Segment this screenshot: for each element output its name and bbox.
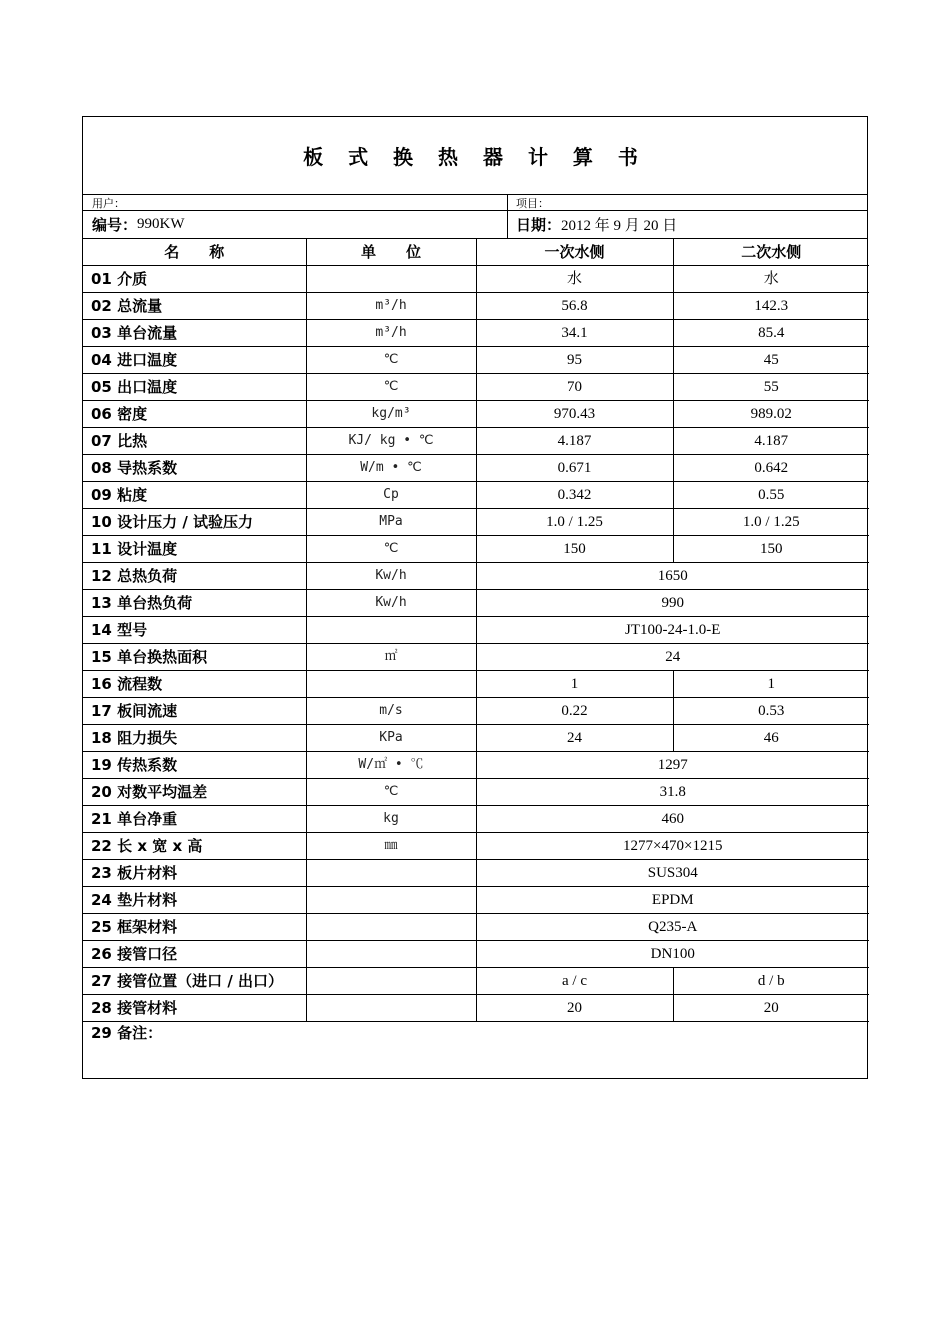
column-header-unit: 单 位	[306, 239, 476, 266]
row-value-primary: 70	[476, 374, 673, 401]
row-unit: ℃	[306, 779, 476, 806]
row-name: 14 型号	[83, 617, 306, 644]
row-name: 27 接管位置（进口 / 出口）	[83, 968, 306, 995]
project-label: 项目：	[516, 196, 549, 210]
row-name: 26 接管口径	[83, 941, 306, 968]
row-name: 15 单台换热面积	[83, 644, 306, 671]
row-value-merged: JT100-24-1.0-E	[476, 617, 869, 644]
table-row	[83, 347, 869, 374]
row-unit: Kw/h	[306, 563, 476, 590]
row-value-secondary: 46	[673, 725, 869, 752]
table-row	[83, 752, 869, 779]
title-box	[83, 117, 867, 195]
row-name: 18 阻力损失	[83, 725, 306, 752]
row-name: 07 比热	[83, 428, 306, 455]
row-value-primary: 970.43	[476, 401, 673, 428]
row-value-merged: 1277×470×1215	[476, 833, 869, 860]
table-row	[83, 455, 869, 482]
row-name: 28 接管材料	[83, 995, 306, 1022]
table-row	[83, 644, 869, 671]
row-unit: W/m • ℃	[306, 455, 476, 482]
row-value-secondary: 150	[673, 536, 869, 563]
row-name: 24 垫片材料	[83, 887, 306, 914]
row-unit	[306, 860, 476, 887]
row-value-secondary: 55	[673, 374, 869, 401]
table-row	[83, 968, 869, 995]
row-value-merged: 990	[476, 590, 869, 617]
row-unit: ㎡	[306, 644, 476, 671]
row-unit: m/s	[306, 698, 476, 725]
row-value-secondary: 20	[673, 995, 869, 1022]
page-title: 板 式 换 热 器 计 算 书	[303, 145, 647, 169]
table-row	[83, 320, 869, 347]
table-row	[83, 509, 869, 536]
row-unit: W/㎡ • ℃	[306, 752, 476, 779]
number-label: 编号：	[92, 216, 138, 234]
row-value-primary: 0.22	[476, 698, 673, 725]
column-header-secondary: 二次水侧	[673, 239, 869, 266]
row-unit: ㎜	[306, 833, 476, 860]
table-row	[83, 671, 869, 698]
row-name: 25 框架材料	[83, 914, 306, 941]
row-value-merged: 31.8	[476, 779, 869, 806]
row-unit: Cp	[306, 482, 476, 509]
row-name: 21 单台净重	[83, 806, 306, 833]
number-value: 990KW	[137, 216, 185, 232]
row-unit: kg/m³	[306, 401, 476, 428]
table-row	[83, 806, 869, 833]
row-name: 17 板间流速	[83, 698, 306, 725]
row-value-primary: 95	[476, 347, 673, 374]
row-unit: MPa	[306, 509, 476, 536]
row-name: 19 传热系数	[83, 752, 306, 779]
row-value-primary: 1.0 / 1.25	[476, 509, 673, 536]
row-name: 04 进口温度	[83, 347, 306, 374]
row-name: 22 长 x 宽 x 高	[83, 833, 306, 860]
table-row	[83, 995, 869, 1022]
table-row	[83, 293, 869, 320]
row-unit: m³/h	[306, 293, 476, 320]
row-value-primary: 1	[476, 671, 673, 698]
project-field	[508, 195, 867, 210]
row-value-primary: 4.187	[476, 428, 673, 455]
row-unit	[306, 617, 476, 644]
date-value: 2012 年 9 月 20 日	[561, 218, 678, 234]
row-value-primary: 150	[476, 536, 673, 563]
row-value-primary: 0.671	[476, 455, 673, 482]
row-value-secondary: 45	[673, 347, 869, 374]
user-label: 用户：	[92, 196, 125, 210]
date-field	[508, 211, 867, 238]
table-row	[83, 887, 869, 914]
remarks-row	[83, 1022, 869, 1078]
row-value-merged: 1297	[476, 752, 869, 779]
calculation-sheet	[82, 116, 868, 1079]
meta-row-number-date	[83, 211, 867, 239]
remarks-label: 29 备注：	[83, 1022, 869, 1078]
row-unit	[306, 266, 476, 293]
table-row	[83, 725, 869, 752]
table-row	[83, 401, 869, 428]
row-value-secondary: 1	[673, 671, 869, 698]
spec-table-body	[83, 239, 869, 1077]
row-value-primary: 24	[476, 725, 673, 752]
column-header-name: 名 称	[83, 239, 306, 266]
row-name: 10 设计压力 / 试验压力	[83, 509, 306, 536]
row-value-merged: Q235-A	[476, 914, 869, 941]
row-unit	[306, 887, 476, 914]
row-unit: ℃	[306, 536, 476, 563]
row-unit	[306, 995, 476, 1022]
row-unit: ℃	[306, 347, 476, 374]
row-name: 23 板片材料	[83, 860, 306, 887]
row-value-merged: DN100	[476, 941, 869, 968]
table-row	[83, 266, 869, 293]
row-unit: KPa	[306, 725, 476, 752]
table-row	[83, 590, 869, 617]
row-unit: KJ/ kg • ℃	[306, 428, 476, 455]
row-value-primary: 20	[476, 995, 673, 1022]
user-field	[83, 195, 508, 210]
row-name: 13 单台热负荷	[83, 590, 306, 617]
row-name: 02 总流量	[83, 293, 306, 320]
row-name: 12 总热负荷	[83, 563, 306, 590]
row-value-primary: 水	[476, 266, 673, 293]
table-row	[83, 482, 869, 509]
table-row	[83, 941, 869, 968]
table-row	[83, 914, 869, 941]
row-value-primary: 56.8	[476, 293, 673, 320]
row-unit: ℃	[306, 374, 476, 401]
row-name: 03 单台流量	[83, 320, 306, 347]
table-row	[83, 833, 869, 860]
table-row	[83, 779, 869, 806]
meta-row-user-project	[83, 195, 867, 211]
row-value-secondary: 水	[673, 266, 869, 293]
row-value-merged: 24	[476, 644, 869, 671]
table-row	[83, 617, 869, 644]
table-header-row	[83, 239, 869, 266]
date-label: 日期：	[516, 216, 562, 234]
row-name: 16 流程数	[83, 671, 306, 698]
table-row	[83, 860, 869, 887]
row-value-primary: a / c	[476, 968, 673, 995]
row-value-merged: SUS304	[476, 860, 869, 887]
row-unit: kg	[306, 806, 476, 833]
row-unit	[306, 914, 476, 941]
row-name: 05 出口温度	[83, 374, 306, 401]
table-row	[83, 698, 869, 725]
row-value-secondary: 85.4	[673, 320, 869, 347]
row-name: 20 对数平均温差	[83, 779, 306, 806]
row-value-secondary: 142.3	[673, 293, 869, 320]
row-value-secondary: d / b	[673, 968, 869, 995]
row-name: 06 密度	[83, 401, 306, 428]
row-value-merged: EPDM	[476, 887, 869, 914]
row-value-secondary: 0.55	[673, 482, 869, 509]
row-value-merged: 460	[476, 806, 869, 833]
spec-table	[83, 239, 869, 1077]
row-value-secondary: 989.02	[673, 401, 869, 428]
row-value-merged: 1650	[476, 563, 869, 590]
row-name: 09 粘度	[83, 482, 306, 509]
row-value-secondary: 0.53	[673, 698, 869, 725]
column-header-primary: 一次水侧	[476, 239, 673, 266]
row-value-secondary: 1.0 / 1.25	[673, 509, 869, 536]
row-name: 01 介质	[83, 266, 306, 293]
row-value-primary: 34.1	[476, 320, 673, 347]
table-row	[83, 428, 869, 455]
table-row	[83, 536, 869, 563]
row-value-primary: 0.342	[476, 482, 673, 509]
row-unit	[306, 671, 476, 698]
row-name: 11 设计温度	[83, 536, 306, 563]
number-field	[83, 211, 508, 238]
row-value-secondary: 4.187	[673, 428, 869, 455]
row-unit	[306, 968, 476, 995]
table-row	[83, 563, 869, 590]
row-unit: Kw/h	[306, 590, 476, 617]
table-row	[83, 374, 869, 401]
row-name: 08 导热系数	[83, 455, 306, 482]
row-unit	[306, 941, 476, 968]
row-value-secondary: 0.642	[673, 455, 869, 482]
row-unit: m³/h	[306, 320, 476, 347]
